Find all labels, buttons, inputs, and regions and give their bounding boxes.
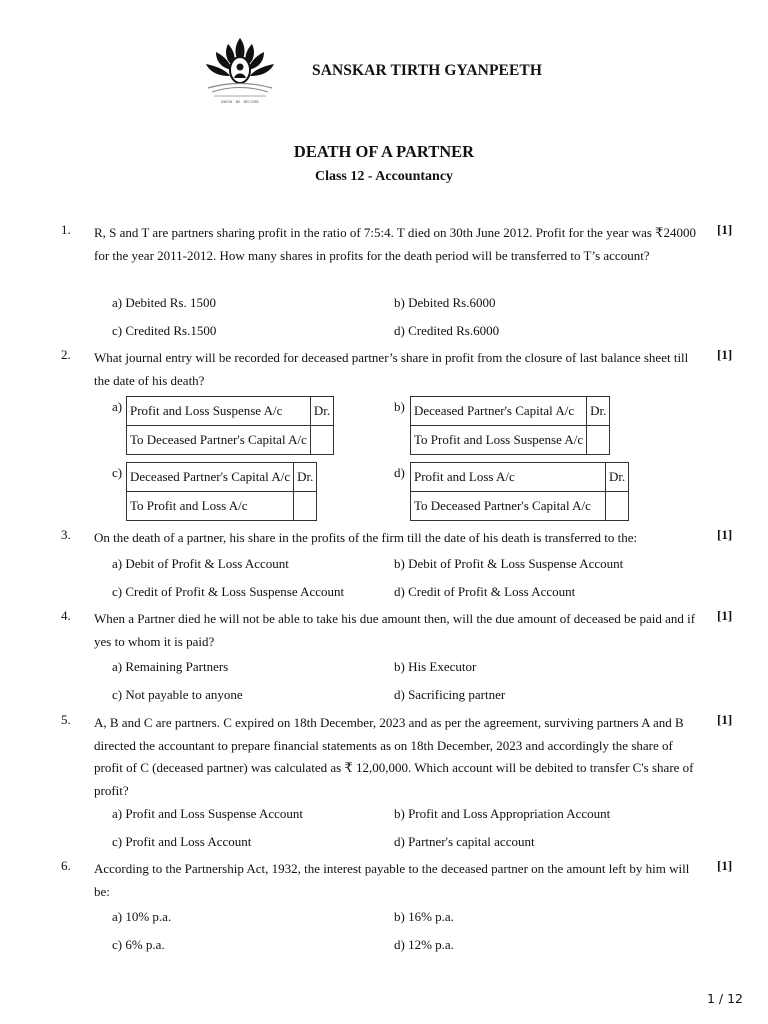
dr-label: Dr. [587, 397, 610, 426]
question-text: According to the Partnership Act, 1932, the interest payable to the deceased partner on the amount left by him will be: [94, 861, 690, 899]
question-marks: [1] [717, 712, 733, 727]
option-c[interactable]: c) Profit and Loss Account [112, 834, 252, 849]
option-d[interactable]: d) Partner's capital account [394, 834, 535, 849]
option-d[interactable]: d) Credit of Profit & Loss Account [394, 584, 576, 599]
option-c[interactable]: c) Credit of Profit & Loss Suspense Account [112, 584, 345, 599]
debit-account: Profit and Loss A/c [411, 463, 606, 492]
option-a[interactable]: a) Profit and Loss Suspense Account [112, 806, 304, 821]
option-a[interactable]: a) Remaining Partners [112, 659, 229, 674]
question-text: A, B and C are partners. C expired on 18th December, 2023 and as per the agreement, surviving partners A and B directed the accountant to prepare financial statements as on 18th December, 2023 and accordingly the share of profit of C (deceased partner) was calculated as ₹ 12,00,000. Which account will be debited to transfer C's share of profit? [94, 715, 694, 798]
page-title: DEATH OF A PARTNER [293, 142, 475, 161]
question-marks: [1] [717, 347, 733, 362]
question-marks: [1] [717, 858, 733, 873]
journal-entry-d[interactable] [410, 462, 629, 521]
question-marks: [1] [717, 222, 733, 237]
school-logo-icon [198, 34, 282, 106]
credit-account: To Profit and Loss Suspense A/c [411, 426, 587, 455]
credit-account: To Profit and Loss A/c [127, 492, 294, 521]
debit-account: Deceased Partner's Capital A/c [127, 463, 294, 492]
dr-label: Dr. [294, 463, 317, 492]
empty-cell [606, 492, 629, 521]
credit-account: To Deceased Partner's Capital A/c [127, 426, 311, 455]
journal-entry-a[interactable] [126, 396, 334, 455]
option-c[interactable]: c) Not payable to anyone [112, 687, 243, 702]
option-b[interactable]: b) His Executor [394, 659, 477, 674]
header [0, 0, 768, 120]
option-d[interactable]: d) 12% p.a. [394, 937, 454, 952]
question-number: 5. [61, 712, 71, 727]
page-number: 1 / 12 [706, 991, 743, 1006]
empty-cell [294, 492, 317, 521]
option-c[interactable]: c) Credited Rs.1500 [112, 323, 217, 338]
option-b[interactable]: b) Debit of Profit & Loss Suspense Account [394, 556, 624, 571]
logo-tagline: KNOW · BE · BECOME [221, 100, 259, 104]
question-text: On the death of a partner, his share in the profits of the firm till the date of his death is transferred to the: [94, 530, 638, 545]
empty-cell [310, 426, 333, 455]
option-a[interactable]: a) 10% p.a. [112, 909, 172, 924]
option-c[interactable]: c) 6% p.a. [112, 937, 165, 952]
option-a[interactable]: a) Debited Rs. 1500 [112, 295, 216, 310]
journal-entry-b[interactable] [410, 396, 610, 455]
option-b-label: b) [394, 399, 405, 414]
dr-label: Dr. [310, 397, 333, 426]
option-d[interactable]: d) Credited Rs.6000 [394, 323, 500, 338]
question-number: 3. [61, 527, 71, 542]
option-c-label: c) [112, 465, 123, 480]
option-b[interactable]: b) Profit and Loss Appropriation Account [394, 806, 611, 821]
debit-account: Profit and Loss Suspense A/c [127, 397, 311, 426]
question-number: 4. [61, 608, 71, 623]
question-number: 6. [61, 858, 71, 873]
empty-cell [587, 426, 610, 455]
option-b[interactable]: b) 16% p.a. [394, 909, 454, 924]
question-text: When a Partner died he will not be able to take his due amount then, will the due amount of deceased be paid and if yes to whom it is paid? [94, 611, 696, 649]
school-name: SANSKAR TIRTH GYANPEETH [312, 62, 543, 79]
journal-entry-c[interactable] [126, 462, 317, 521]
question-text: R, S and T are partners sharing profit in the ratio of 7:5:4. T died on 30th June 2012. Profit for the year was ₹24000 for the year 2011-2012. How many shares in profits for the death period will be transferred to T’s account? [94, 225, 696, 263]
question-number: 2. [61, 347, 71, 362]
question-marks: [1] [717, 608, 733, 623]
page-subtitle: Class 12 - Accountancy [314, 169, 454, 184]
debit-account: Deceased Partner's Capital A/c [411, 397, 587, 426]
question-marks: [1] [717, 527, 733, 542]
option-a-label: a) [112, 399, 123, 414]
option-b[interactable]: b) Debited Rs.6000 [394, 295, 496, 310]
question-text: What journal entry will be recorded for deceased partner’s share in profit from the closure of last balance sheet till the date of his death? [94, 350, 689, 388]
question-number: 1. [61, 222, 71, 237]
option-a[interactable]: a) Debit of Profit & Loss Account [112, 556, 289, 571]
credit-account: To Deceased Partner's Capital A/c [411, 492, 606, 521]
option-d-label: d) [394, 465, 405, 480]
option-d[interactable]: d) Sacrificing partner [394, 687, 506, 702]
dr-label: Dr. [606, 463, 629, 492]
